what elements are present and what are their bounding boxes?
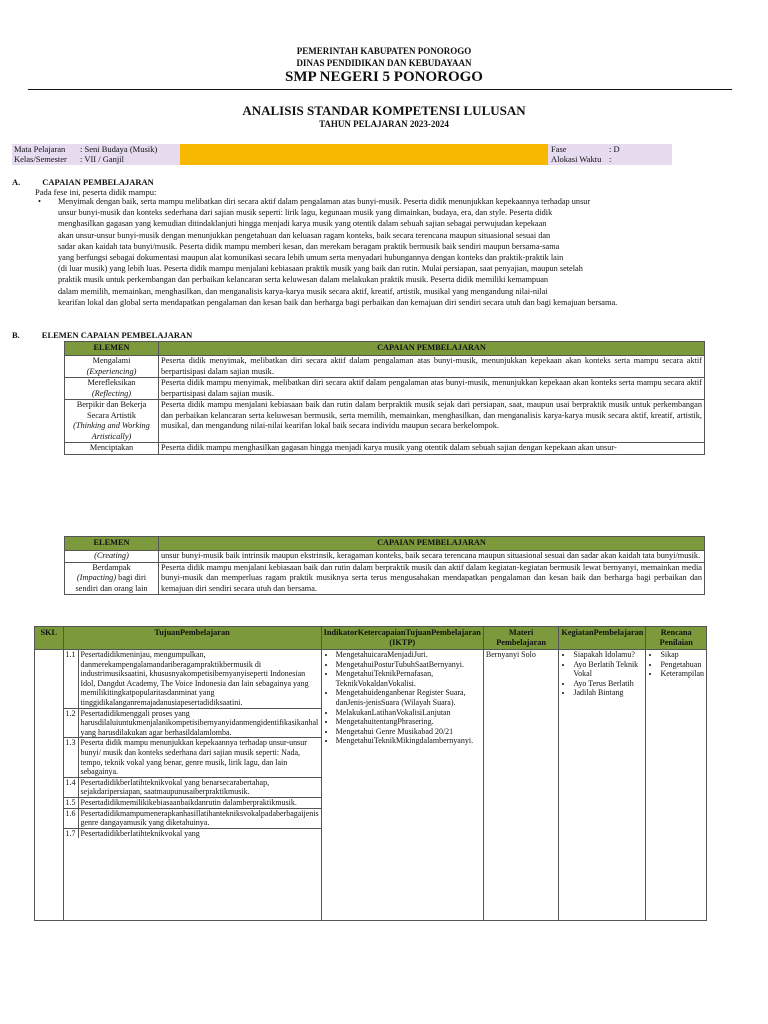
list-item: • Jadilah Bintang [573,688,643,698]
list-item: 1.5 Pesertadidikmemilikikebiasaanbaikdanrutin dalamberpraktikmusik. [64,797,321,808]
section-a-heading [12,177,154,187]
table-row [35,650,707,921]
fase-value: : D [609,144,620,154]
capaian-paragraph [58,196,718,308]
list-item: • MengetahuiPosturTubuhSaatBernyanyi. [336,660,481,670]
subject-info-bar [12,144,672,165]
list-item: 1.4 Pesertadidikberlatihteknikvokal yang benarsecarabertahap, sejakdaripersiapan, saatmaupunusaiberpraktikmusik. [64,777,321,797]
elemen-table [64,341,705,455]
paragraph-line: akan unsur-unsur bunyi-musik dengan menunjukkan pengetahuan dan keluasan ragam konteks, baik secara terencana maupun situasional sesuai dan [58,230,551,240]
document-title: ANALISIS STANDAR KOMPETENSI LULUSAN [242,103,526,118]
table-row [65,551,705,563]
list-item: • Pengetahuan [660,660,704,670]
paragraph-line: Menyimak dengan baik, serta mampu melibatkan diri secara aktif dalam pengalaman atas bunyi-musik. Peserta didik menunjukkan kepekaannya terhadap unsur [58,197,591,206]
list-item: 1.7 Pesertadidikberlatihteknikvokal yang [64,828,321,838]
tujuan-list [64,650,321,838]
list-item: • MelakukanLatihanVokalisiLanjutan [336,708,481,718]
capaian-cell: Peserta didik mampu menghasilkan gagasan hingga menjadi karya musik yang otentik dalam sebuah sajian dengan kepekaan akan unsur- [159,443,705,455]
section-b-letter: B. [12,330,20,340]
list-item: • MengetahuiTeknikMikingdalambernyanyi. [336,736,481,746]
capaian-cell: Peserta didik mampu menjalani kebiasaan baik dan rutin dalam berpraktik musik dan aktif dalam kegiatan-kegiatan bermusik lewat bernyanyi, memainkan media bunyi-musik dan memperluas ragam praktik musiknya serta terus mengusahakan mendapatkan pengalaman dan kesan baik dan berharga bagi perbaikan dan kemajuan diri sendiri secara utuh dan bersama. [159,562,705,595]
elemen-cell: Menciptakan [65,443,159,455]
paragraph-line: menghasilkan gagasan yang kemudian ditindaklanjuti hingga menjadi karya musik yang otentik dalam sebuah sajian sebagai perwujudan kepekaan [58,219,547,229]
list-item: • MengetahuicaraMenjadiJuri. [336,650,481,660]
section-a-letter: A. [12,177,21,187]
col-elemen: ELEMEN [65,537,159,551]
kelas-value: : VII / Ganjil [80,154,124,164]
table-row [65,356,705,378]
col-iktp: IndikatorKetercapaianTujuanPembelajaran (IKTP) [321,627,483,650]
skl-cell [35,650,64,921]
fase-label: Fase [551,144,567,154]
penilaian-cell [646,650,707,921]
list-item: • Keterampilan [660,669,704,679]
bullet-icon: • [38,196,41,206]
table-row [65,378,705,400]
list-item: • Ayo Terus Berlatih [573,679,643,689]
header-school-name: SMP NEGERI 5 PONOROGO [285,69,483,85]
subject-info-left [12,144,180,165]
col-capaian: CAPAIAN PEMBELAJARAN [159,342,705,356]
paragraph-line: yang berfungsi sebagai dokumentasi maupun alat komunikasi secara lebih umum serta menyadari hubungannya dengan konteks dan praktik-praktik lain [58,253,564,263]
alokasi-value: : [609,154,612,164]
alokasi-label: Alokasi Waktu [551,154,602,164]
list-item: 1.6 Pesertadidikmampumenerapkanhasillatihantekniksvokalpadaberbagaijenis genre dangayamusik yang diketahuinya. [65,808,319,828]
tujuan-cell [63,650,321,921]
list-item: 1.2 Pesertadidikmenggali proses yang harusdilaluiuntukmenjalanikompetisibernyanyidanmengidentifikasikanhal yang harusdilakukan agar berhasildalamlomba. [64,708,321,738]
list-item: • Siapakah Idolamu? [573,650,643,660]
mapel-label: Mata Pelajaran [14,144,66,154]
section-a-intro: Pada fese ini, peserta didik mampu: [35,187,157,197]
capaian-cell: unsur bunyi-musik baik intrinsik maupun ekstrinsik, keragaman konteks, baik secara terencana maupun situasional sesuai dan sadar akan kaidah tata bunyi/musik. [159,551,705,563]
capaian-cell: Peserta didik mampu menjalani kebiasaan baik dan rutin dalam berpraktik musik sejak dari persiapan, saat, maupun usai berpraktik musik untuk perkembangan dan perbaikan kelancaran serta keluwesan bermusik, serta memilih, memainkan, menghasilkan, dan menganalisis karya-karya musik secara aktif, kreatif, artistik, musikal, dan mengandung nilai-nilai kearifan lokal baik secara individu maupun secara berkelompok. [159,400,705,443]
section-b-title: ELEMEN CAPAIAN PEMBELAJARAN [41,330,193,340]
paragraph-line: (di luar musik) yang lebih luas. Peserta didik mampu menjalani kebiasaan praktik musik yang baik dan rutin. Mulai persiapan, saat penyajian, maupun setelah [58,264,583,274]
header-department: DINAS PENDIDIKAN DAN KEBUDAYAAN [296,58,472,68]
elemen-cell: Berdampak (Impacting) bagi diri sendiri dan orang lain [65,562,159,595]
table-row [65,443,705,455]
subject-info-right [548,144,672,165]
paragraph-line: unsur bunyi-musik dan konteks sederhana dari sajian musik seperti: lirik lagu, kegunaan musik yang dimainkan, budaya, era, dan style. Peserta didik [58,208,553,218]
header-divider [28,89,732,90]
paragraph-line: praktik musik untuk perkembangan dan perbaikan kelancaran serta keluwesan dalam melakukan praktik musik. Peserta didik memiliki kemampuan [58,275,549,285]
elemen-table-continued [64,536,705,595]
elemen-cell: Mengalami (Experiencing) [65,356,159,378]
col-capaian: CAPAIAN PEMBELAJARAN [159,537,705,551]
list-item: • MengetahuiTeknikPernafasan, TeknikVokaldanVokalisi. [336,669,481,688]
capaian-cell: Peserta didik mampu menyimak, melibatkan diri secara aktif dalam pengalaman atas bunyi-musik, menunjukkan kepekaan akan konteks serta mampu secara aktif berpartisipasi dalam sajian musik. [159,378,705,400]
col-elemen: ELEMEN [65,342,159,356]
materi-cell: Bernyanyi Solo [483,650,559,921]
table-row [65,400,705,443]
analysis-table [34,626,707,921]
col-kegiatan: KegiatanPembelajaran [559,627,646,650]
col-skl: SKL [35,627,64,650]
list-item: • Ayo Berlatih Teknik Vokal [573,660,643,679]
kegiatan-cell [559,650,646,921]
list-item: • MengetahuitentangPhrasering. [336,717,481,727]
col-tujuan: TujuanPembelajaran [63,627,321,650]
list-item: • Mengetahui Genre Musikabad 20/21 [336,727,481,737]
col-materi: Materi Pembelajaran [483,627,559,650]
capaian-cell: Peserta didik menyimak, melibatkan diri secara aktif dalam pengalaman atas bunyi-musik, menunjukkan kepekaan akan konteks serta mampu secara aktif berpartisipasi dalam sajian musik. [159,356,705,378]
paragraph-line: dalam memilih, memainkan, menghasilkan, dan menganalisis karya-karya musik secara aktif, kreatif, artistik, musikal yang mengandung nilai-nilai [58,286,548,296]
list-item: 1.1 Pesertadidikmeninjau, mengumpulkan, danmerekampengalamandariberagampraktikbermusik di industrimusiksaatini, khususnyakompetisibernyanyiseperti Indonesian Idol, Dangdut Academy, The Voice Indonesia dan lain sebagainya yang memilikitingkatpopularitasdanminat yang tinggidikalanganremajadanusiapesertadidiksaatini. [64,650,321,708]
list-item: 1.3 Peserta didik mampu menunjukkan kepekaannya terhadap unsur-unsur bunyi/ musik dan konteks sederhana dari sajian musik seperti: Nada, tempo, teknik vokal yang benar, genre musik, lirik lagu, dan lain sebagainya. [64,738,321,777]
mapel-value: : Seni Budaya (Musik) [80,144,158,154]
list-item: • Sikap [660,650,704,660]
header-government: PEMERINTAH KABUPATEN PONOROGO [296,46,472,56]
iktp-cell [321,650,483,921]
elemen-cell: Berpikir dan Bekerja Secara Artistik (Thinking and Working Artistically) [65,400,159,443]
elemen-cell: Merefleksikan (Reflecting) [65,378,159,400]
col-penilaian: Rencana Penilaian [646,627,707,650]
academic-year: TAHUN PELAJARAN 2023-2024 [319,119,449,129]
table-row [65,562,705,595]
paragraph-line: sadar akan kaidah tata bunyi/musik. Peserta didik mampu memberi kesan, dan merekam beragam praktik bermusik baik sendiri maupun bersama-sama [58,241,560,251]
kelas-label: Kelas/Semester [14,154,67,164]
subject-info-highlight [180,144,548,165]
list-item: • Mengetahuidenganbenar Register Suara, danJenis-jenisSuara (Wilayah Suara). [336,688,481,707]
paragraph-line: kearifan lokal dan global serta mendapatkan pengalaman dan kesan baik dan berharga bagi perbaikan dan kemajuan diri sendiri secara utuh dan bagi kemajuan bersama. [58,297,618,307]
section-a-title: CAPAIAN PEMBELAJARAN [42,177,154,187]
elemen-cell: (Creating) [65,551,159,563]
section-b-heading [12,330,192,340]
